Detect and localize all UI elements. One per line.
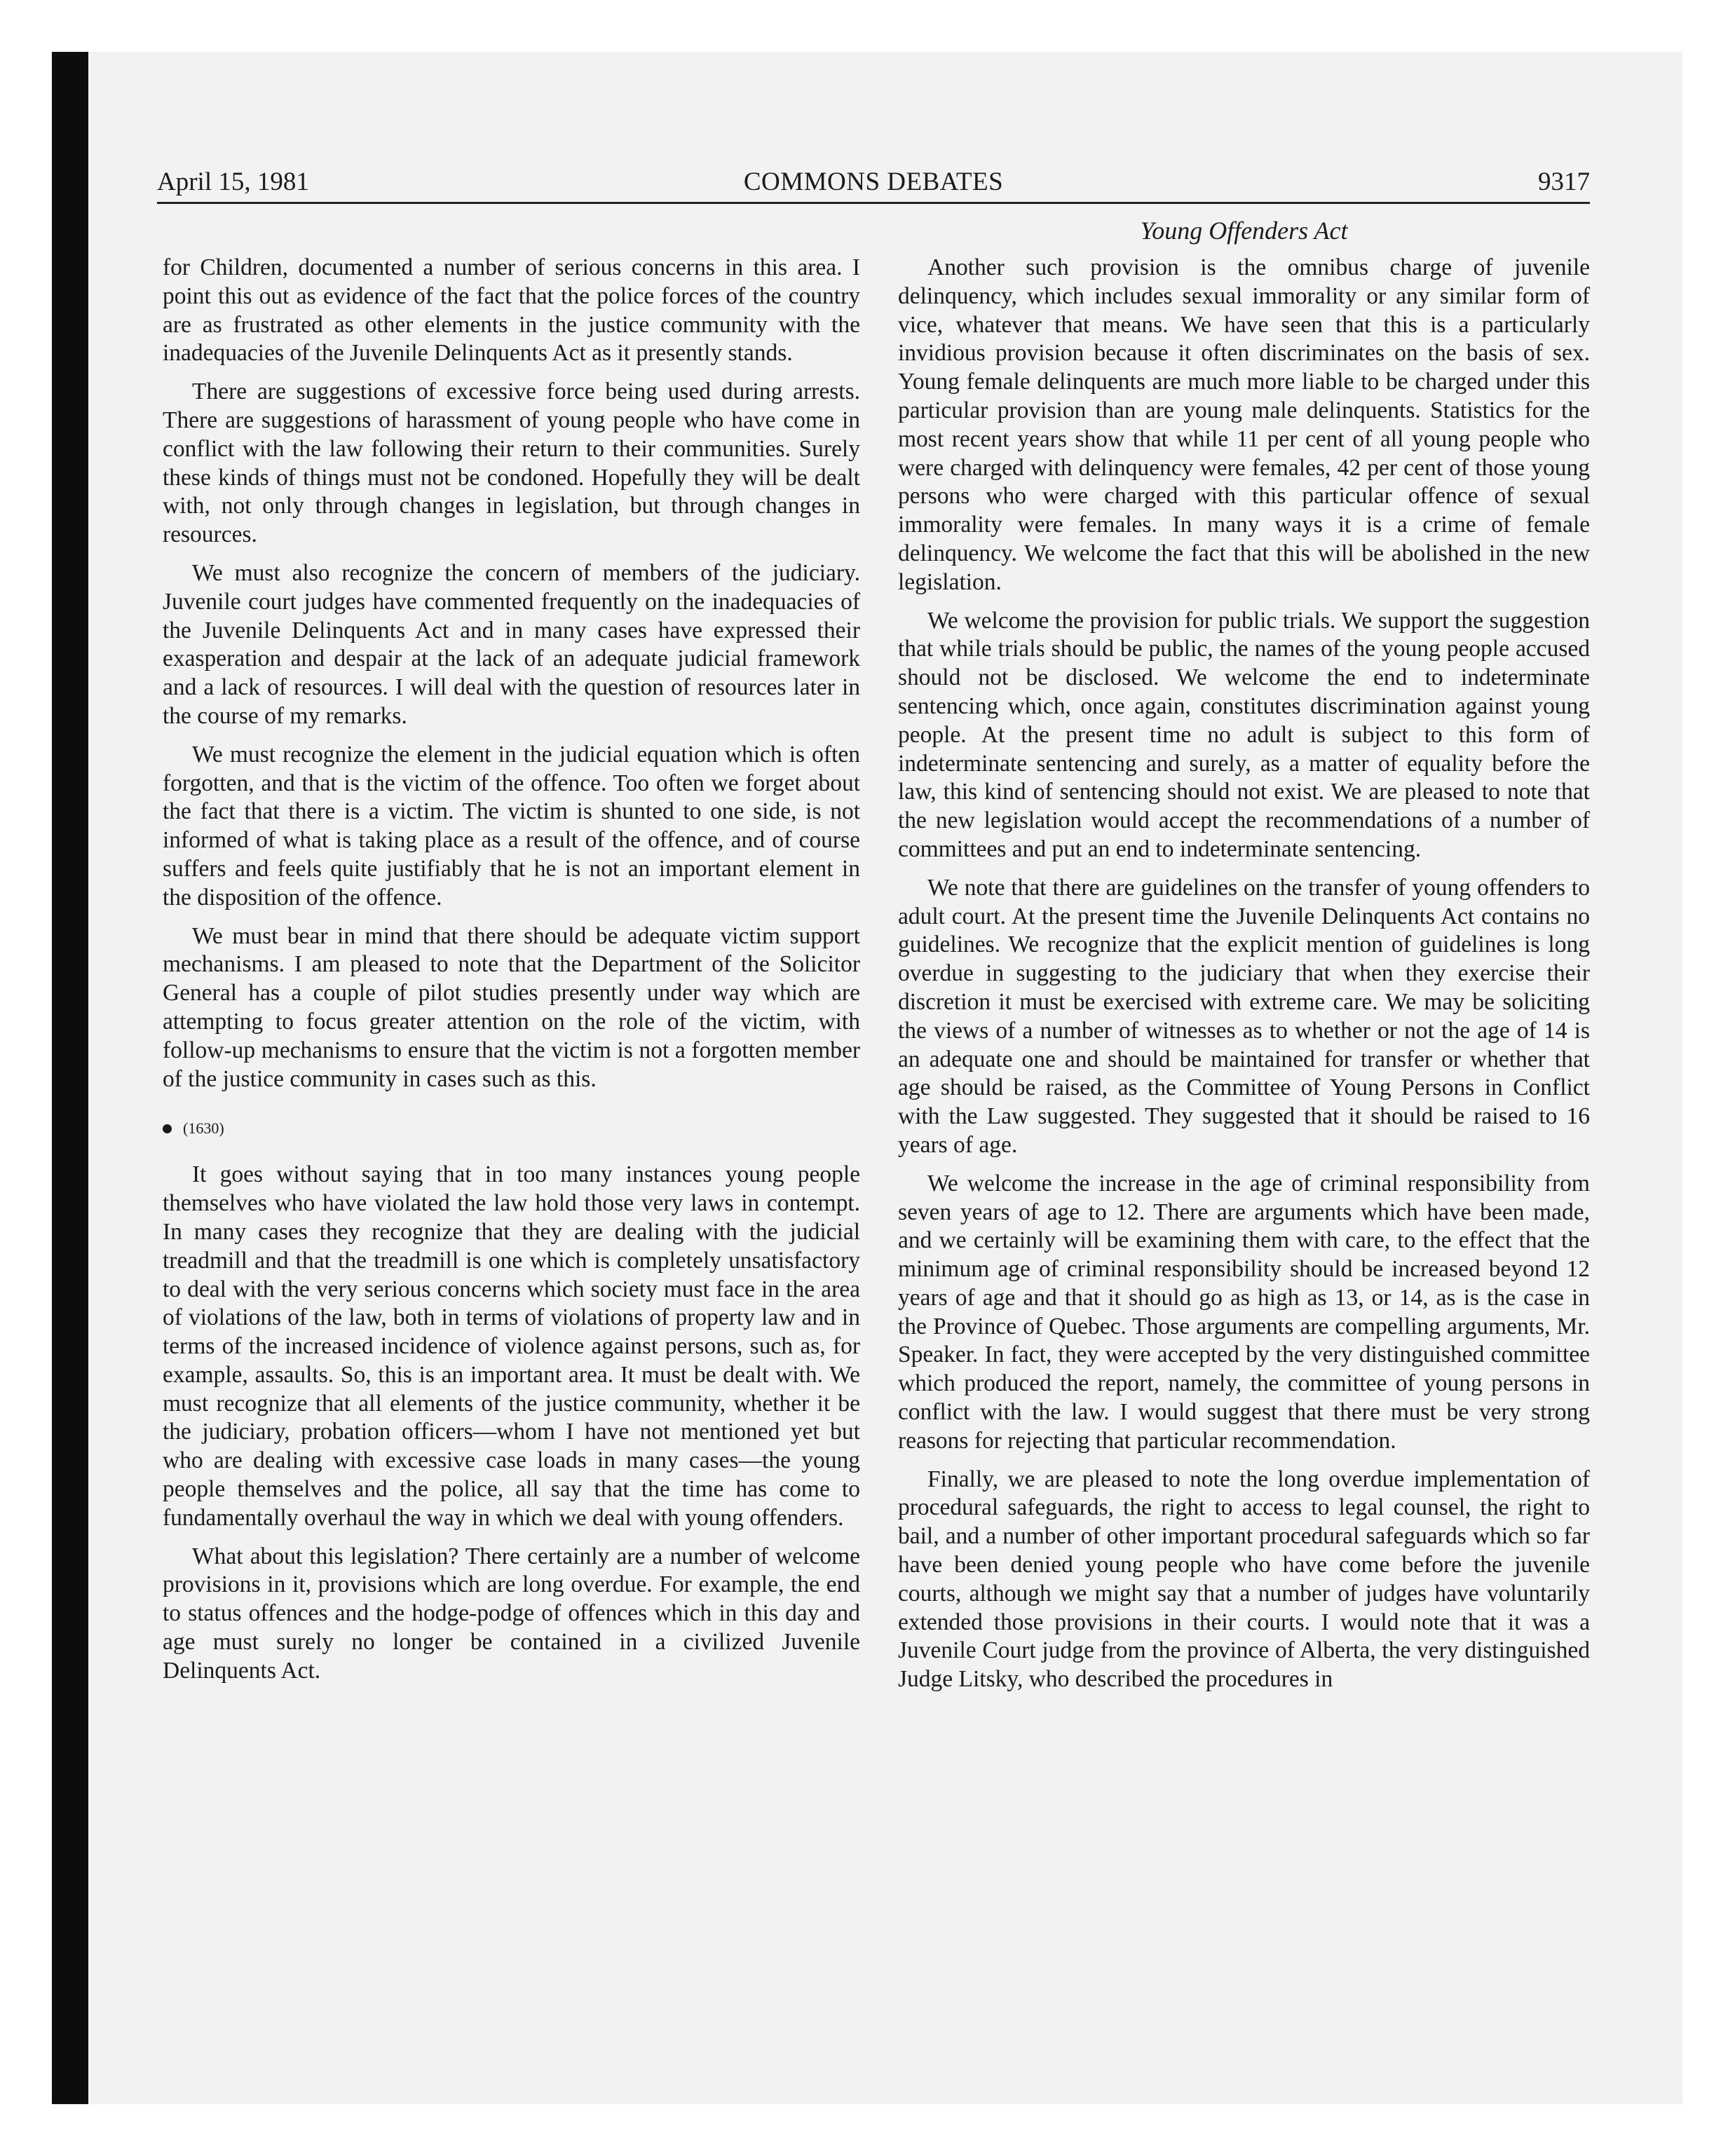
paragraph: We welcome the increase in the age of criminal responsibility from seven years of age to 12. There are arguments which have been made, and we certainly will be examining them with care, to the effect that the minimum age of criminal responsibility should be increased beyond 12 years of age and that it should go as high as 13, or 14, as is the case in the Province of Quebec. Those arguments are compelling arguments, Mr. Speaker. In fact, they were accepted by the very distinguished committee which produced the report, namely, the committee of young persons in conflict with the law. I would suggest that there must be very strong reasons for rejecting that particular recommendation. bbox=[898, 1170, 1590, 1454]
time-marker-label: (1630) bbox=[183, 1119, 224, 1137]
paragraph: What about this legislation? There certainly are a number of welcome provisions in it, provisions which are long overdue. For example, the end to status offences and the hodge-podge of offences which in this day and age must surely no longer be contained in a civilized Juvenile Delinquents Act. bbox=[163, 1543, 860, 1684]
paragraph: There are suggestions of excessive force being used during arrests. There are suggestions of harassment of young people who have come in conflict with the law following their return to their communities. Surely these kinds of things must not be condoned. Hopefully they will be dealt with, not only through changes in legislation, but through changes in resources. bbox=[163, 378, 860, 548]
paragraph: We note that there are guidelines on the transfer of young offenders to adult court. At the present time the Juvenile Delinquents Act contains no guidelines. We recognize that the explicit mention of guidelines is long overdue in suggesting to the judiciary that when they exercise their discretion it must be exercised with extreme care. We may be soliciting the views of a number of witnesses as to whether or not the age of 14 is an adequate one and should be maintained for transfer or whether that age should be raised, as the Committee of Young Persons in Conflict with the Law suggested. They suggested that it should be raised to 16 years of age. bbox=[898, 874, 1590, 1158]
section-title: Young Offenders Act bbox=[1140, 217, 1348, 245]
right-column bbox=[898, 254, 1590, 1694]
paragraph: We must bear in mind that there should be adequate victim support mechanisms. I am pleased to note that the Department of the Solicitor General has a couple of pilot studies presently under way which are attempting to focus greater attention on the role of the victim, with follow-up mechanisms to ensure that the victim is not a forgotten member of the justice community in cases such as this. bbox=[163, 922, 860, 1092]
time-marker bbox=[163, 1114, 860, 1142]
paragraph: Finally, we are pleased to note the long overdue implementation of procedural safeguards, the right to access to legal counsel, the right to bail, and a number of other important procedural safeguards which so far have been denied young people who have come before the juvenile courts, although we might say that a number of judges have voluntarily extended those provisions in their courts. I would note that it was a Juvenile Court judge from the province of Alberta, the very distinguished Judge Litsky, who described the procedures in bbox=[898, 1466, 1590, 1693]
paragraph: for Children, documented a number of serious concerns in this area. I point this out as evidence of the fact that the police forces of the country are as frustrated as other elements in the justice community with the inadequacies of the Juvenile Delinquents Act as it presently stands. bbox=[163, 254, 860, 367]
left-column bbox=[163, 254, 860, 1686]
scan-edge-shadow bbox=[52, 52, 88, 2104]
paragraph: We welcome the provision for public trials. We support the suggestion that while trials should be public, the names of the young people accused should not be disclosed. We welcome the end to indeterminate sentencing which, once again, constitutes discrimination against young people. At the present time no adult is subject to this form of indeterminate sentencing and surely, as a matter of equality before the law, this kind of sentencing should not exist. We are pleased to note that the new legislation would accept the recommendations of a number of committees and put an end to indeterminate sentencing. bbox=[898, 607, 1590, 862]
paragraph: We must also recognize the concern of members of the judiciary. Juvenile court judges have commented frequently on the inadequacies of the Juvenile Delinquents Act and in many cases have expressed their exasperation and despair at the lack of an adequate judicial framework and a lack of resources. I will deal with the question of resources later in the course of my remarks. bbox=[163, 559, 860, 729]
paragraph: Another such provision is the omnibus charge of juvenile delinquency, which includes sexual immorality or any similar form of vice, whatever that means. We have seen that this is a particularly invidious provision because it often discriminates on the basis of sex. Young female delinquents are much more liable to be charged under this particular provision than are young male delinquents. Statistics for the most recent years show that while 11 per cent of all young people who were charged with delinquency were females, 42 per cent of those young persons who were charged with this particular offence of sexual immorality were females. In many ways it is a crime of female delinquency. We welcome the fact that this will be abolished in the new legislation. bbox=[898, 254, 1590, 595]
header-date: April 15, 1981 bbox=[157, 168, 309, 196]
paragraph: We must recognize the element in the judicial equation which is often forgotten, and that is the victim of the offence. Too often we forget about the fact that there is a victim. The victim is shunted to one side, is not informed of what is taking place as a result of the offence, and of course suffers and feels quite justifiably that he is not an important element in the disposition of the offence. bbox=[163, 741, 860, 910]
running-head bbox=[157, 163, 1590, 202]
header-rule bbox=[157, 202, 1590, 204]
header-page-number: 9317 bbox=[1538, 168, 1590, 196]
header-publication: COMMONS DEBATES bbox=[743, 168, 1004, 196]
paragraph: It goes without saying that in too many instances young people themselves who have violated the law hold those very laws in contempt. In many cases they recognize that they are dealing with the judicial treadmill and that the treadmill is one which is completely unsatisfactory to deal with the very serious concerns which society must face in the area of violations of the law, both in terms of violations of property law and in terms of the increased incidence of violence against persons, such as, for example, assaults. So, this is an important area. It must be dealt with. We must recognize that all elements of the justice community, whether it be the judiciary, probation officers—whom I have not mentioned yet but who are dealing with excessive case loads in many cases—the young people themselves and the police, all say that the time has come to fundamentally overhaul the way in which we deal with young offenders. bbox=[163, 1161, 860, 1531]
bullet-icon bbox=[163, 1124, 172, 1133]
